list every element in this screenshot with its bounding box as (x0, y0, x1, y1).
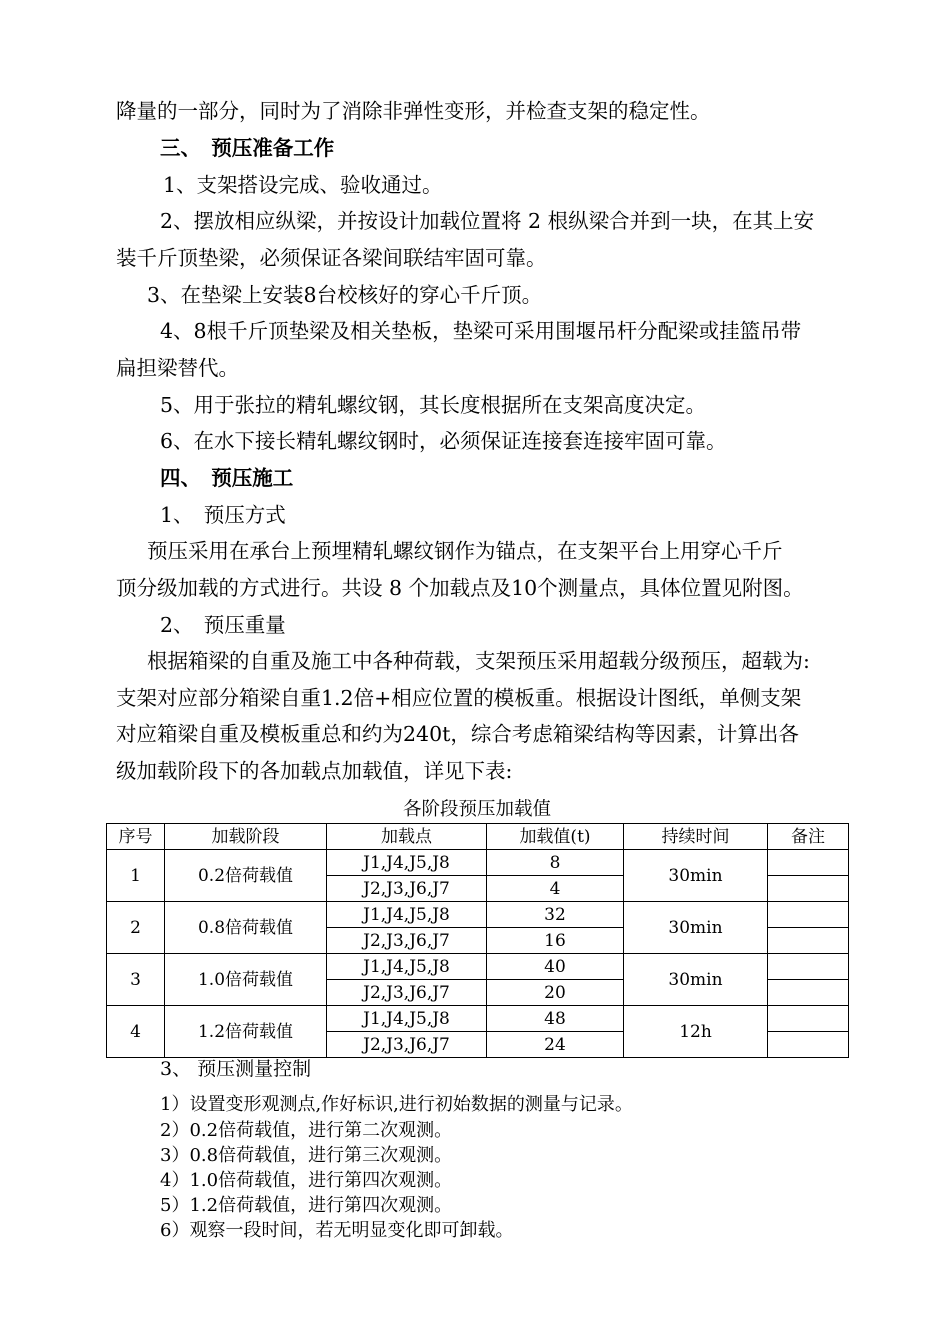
table-caption: 各阶段预压加载值 (402, 799, 551, 820)
paragraph-text: 级加载阶段下的各加载点加载值，详见下表: (116, 759, 513, 783)
remark-cell (768, 850, 849, 876)
step-item: 3）0.8倍荷载值，进行第三次观测。 (160, 1145, 453, 1166)
load-points: J2,J3,J6,J7 (327, 876, 487, 902)
step-item: 5）1.2倍荷载值，进行第四次观测。 (160, 1195, 453, 1216)
header-cell: 加载值(t) (487, 824, 624, 850)
remark-cell (768, 876, 849, 902)
header-cell: 序号 (107, 824, 165, 850)
load-value: 8 (487, 850, 624, 876)
paragraph-text: 顶分级加载的方式进行。共设 8 个加载点及10个测量点，具体位置见附图。 (116, 576, 804, 600)
paragraph-text: 6、在水下接长精轧螺纹钢时，必须保证连接套连接牢固可靠。 (160, 429, 727, 453)
load-table (106, 823, 849, 1058)
remark-cell (768, 902, 849, 928)
remark-cell (768, 980, 849, 1006)
paragraph-text: 1、支架搭设完成、验收通过。 (163, 173, 443, 197)
step-item: 2）0.2倍荷载值，进行第二次观测。 (160, 1120, 453, 1141)
load-value: 20 (487, 980, 624, 1006)
table-row (107, 954, 849, 980)
header-cell: 加载点 (327, 824, 487, 850)
remark-cell (768, 1032, 849, 1058)
table-row (107, 1006, 849, 1032)
subsection-heading: 3、 预压测量控制 (160, 1058, 312, 1080)
paragraph-text: 降量的一部分，同时为了消除非弹性变形，并检查支架的稳定性。 (116, 99, 711, 123)
paragraph-text: 5、用于张拉的精轧螺纹钢，其长度根据所在支架高度决定。 (160, 393, 707, 417)
row-number: 4 (107, 1006, 165, 1058)
load-value: 48 (487, 1006, 624, 1032)
header-cell: 备注 (768, 824, 849, 850)
step-item: 4）1.0倍荷载值，进行第四次观测。 (160, 1170, 453, 1191)
load-value: 32 (487, 902, 624, 928)
section-heading-4: 四、 预压施工 (160, 466, 294, 490)
load-points: J1,J4,J5,J8 (327, 850, 487, 876)
subsection-heading: 1、 预压方式 (160, 503, 286, 527)
load-points: J2,J3,J6,J7 (327, 928, 487, 954)
load-value: 24 (487, 1032, 624, 1058)
load-stage: 1.0倍荷载值 (165, 954, 327, 1006)
header-cell: 加载阶段 (165, 824, 327, 850)
load-stage: 0.8倍荷载值 (165, 902, 327, 954)
load-value: 40 (487, 954, 624, 980)
table-header-row (107, 824, 849, 850)
paragraph-text: 预压采用在承台上预埋精轧螺纹钢作为锚点，在支架平台上用穿心千斤 (147, 539, 783, 563)
load-points: J1,J4,J5,J8 (327, 954, 487, 980)
load-points: J2,J3,J6,J7 (327, 980, 487, 1006)
duration: 30min (624, 850, 768, 902)
table-row (107, 850, 849, 876)
paragraph-text: 支架对应部分箱梁自重1.2倍+相应位置的模板重。根据设计图纸，单侧支架 (116, 686, 802, 710)
paragraph-text: 对应箱梁自重及模板重总和约为240t，综合考虑箱梁结构等因素，计算出各 (116, 722, 799, 746)
table-row (107, 902, 849, 928)
load-points: J2,J3,J6,J7 (327, 1032, 487, 1058)
duration: 30min (624, 954, 768, 1006)
load-points: J1,J4,J5,J8 (327, 1006, 487, 1032)
load-value: 16 (487, 928, 624, 954)
paragraph-text: 4、8根千斤顶垫梁及相关垫板，垫梁可采用围堰吊杆分配梁或挂篮吊带 (160, 319, 802, 343)
paragraph-text: 装千斤顶垫梁，必须保证各梁间联结牢固可靠。 (116, 246, 547, 270)
subsection-heading: 2、 预压重量 (160, 613, 286, 637)
remark-cell (768, 928, 849, 954)
row-number: 3 (107, 954, 165, 1006)
section-heading-3: 三、 预压准备工作 (160, 136, 335, 160)
row-number: 2 (107, 902, 165, 954)
duration: 30min (624, 902, 768, 954)
row-number: 1 (107, 850, 165, 902)
load-stage: 1.2倍荷载值 (165, 1006, 327, 1058)
remark-cell (768, 954, 849, 980)
load-points: J1,J4,J5,J8 (327, 902, 487, 928)
remark-cell (768, 1006, 849, 1032)
paragraph-text: 根据箱梁的自重及施工中各种荷载，支架预压采用超载分级预压，超载为: (147, 649, 810, 673)
load-stage: 0.2倍荷载值 (165, 850, 327, 902)
step-item: 1）设置变形观测点,作好标识,进行初始数据的测量与记录。 (160, 1094, 633, 1115)
paragraph-text: 扁担梁替代。 (116, 356, 239, 380)
paragraph-text: 2、摆放相应纵梁，并按设计加载位置将 2 根纵梁合并到一块，在其上安 (160, 209, 815, 233)
duration: 12h (624, 1006, 768, 1058)
header-cell: 持续时间 (624, 824, 768, 850)
paragraph-text: 3、在垫梁上安装8台校核好的穿心千斤顶。 (147, 283, 543, 307)
load-value: 4 (487, 876, 624, 902)
step-item: 6）观察一段时间，若无明显变化即可卸载。 (160, 1220, 514, 1241)
